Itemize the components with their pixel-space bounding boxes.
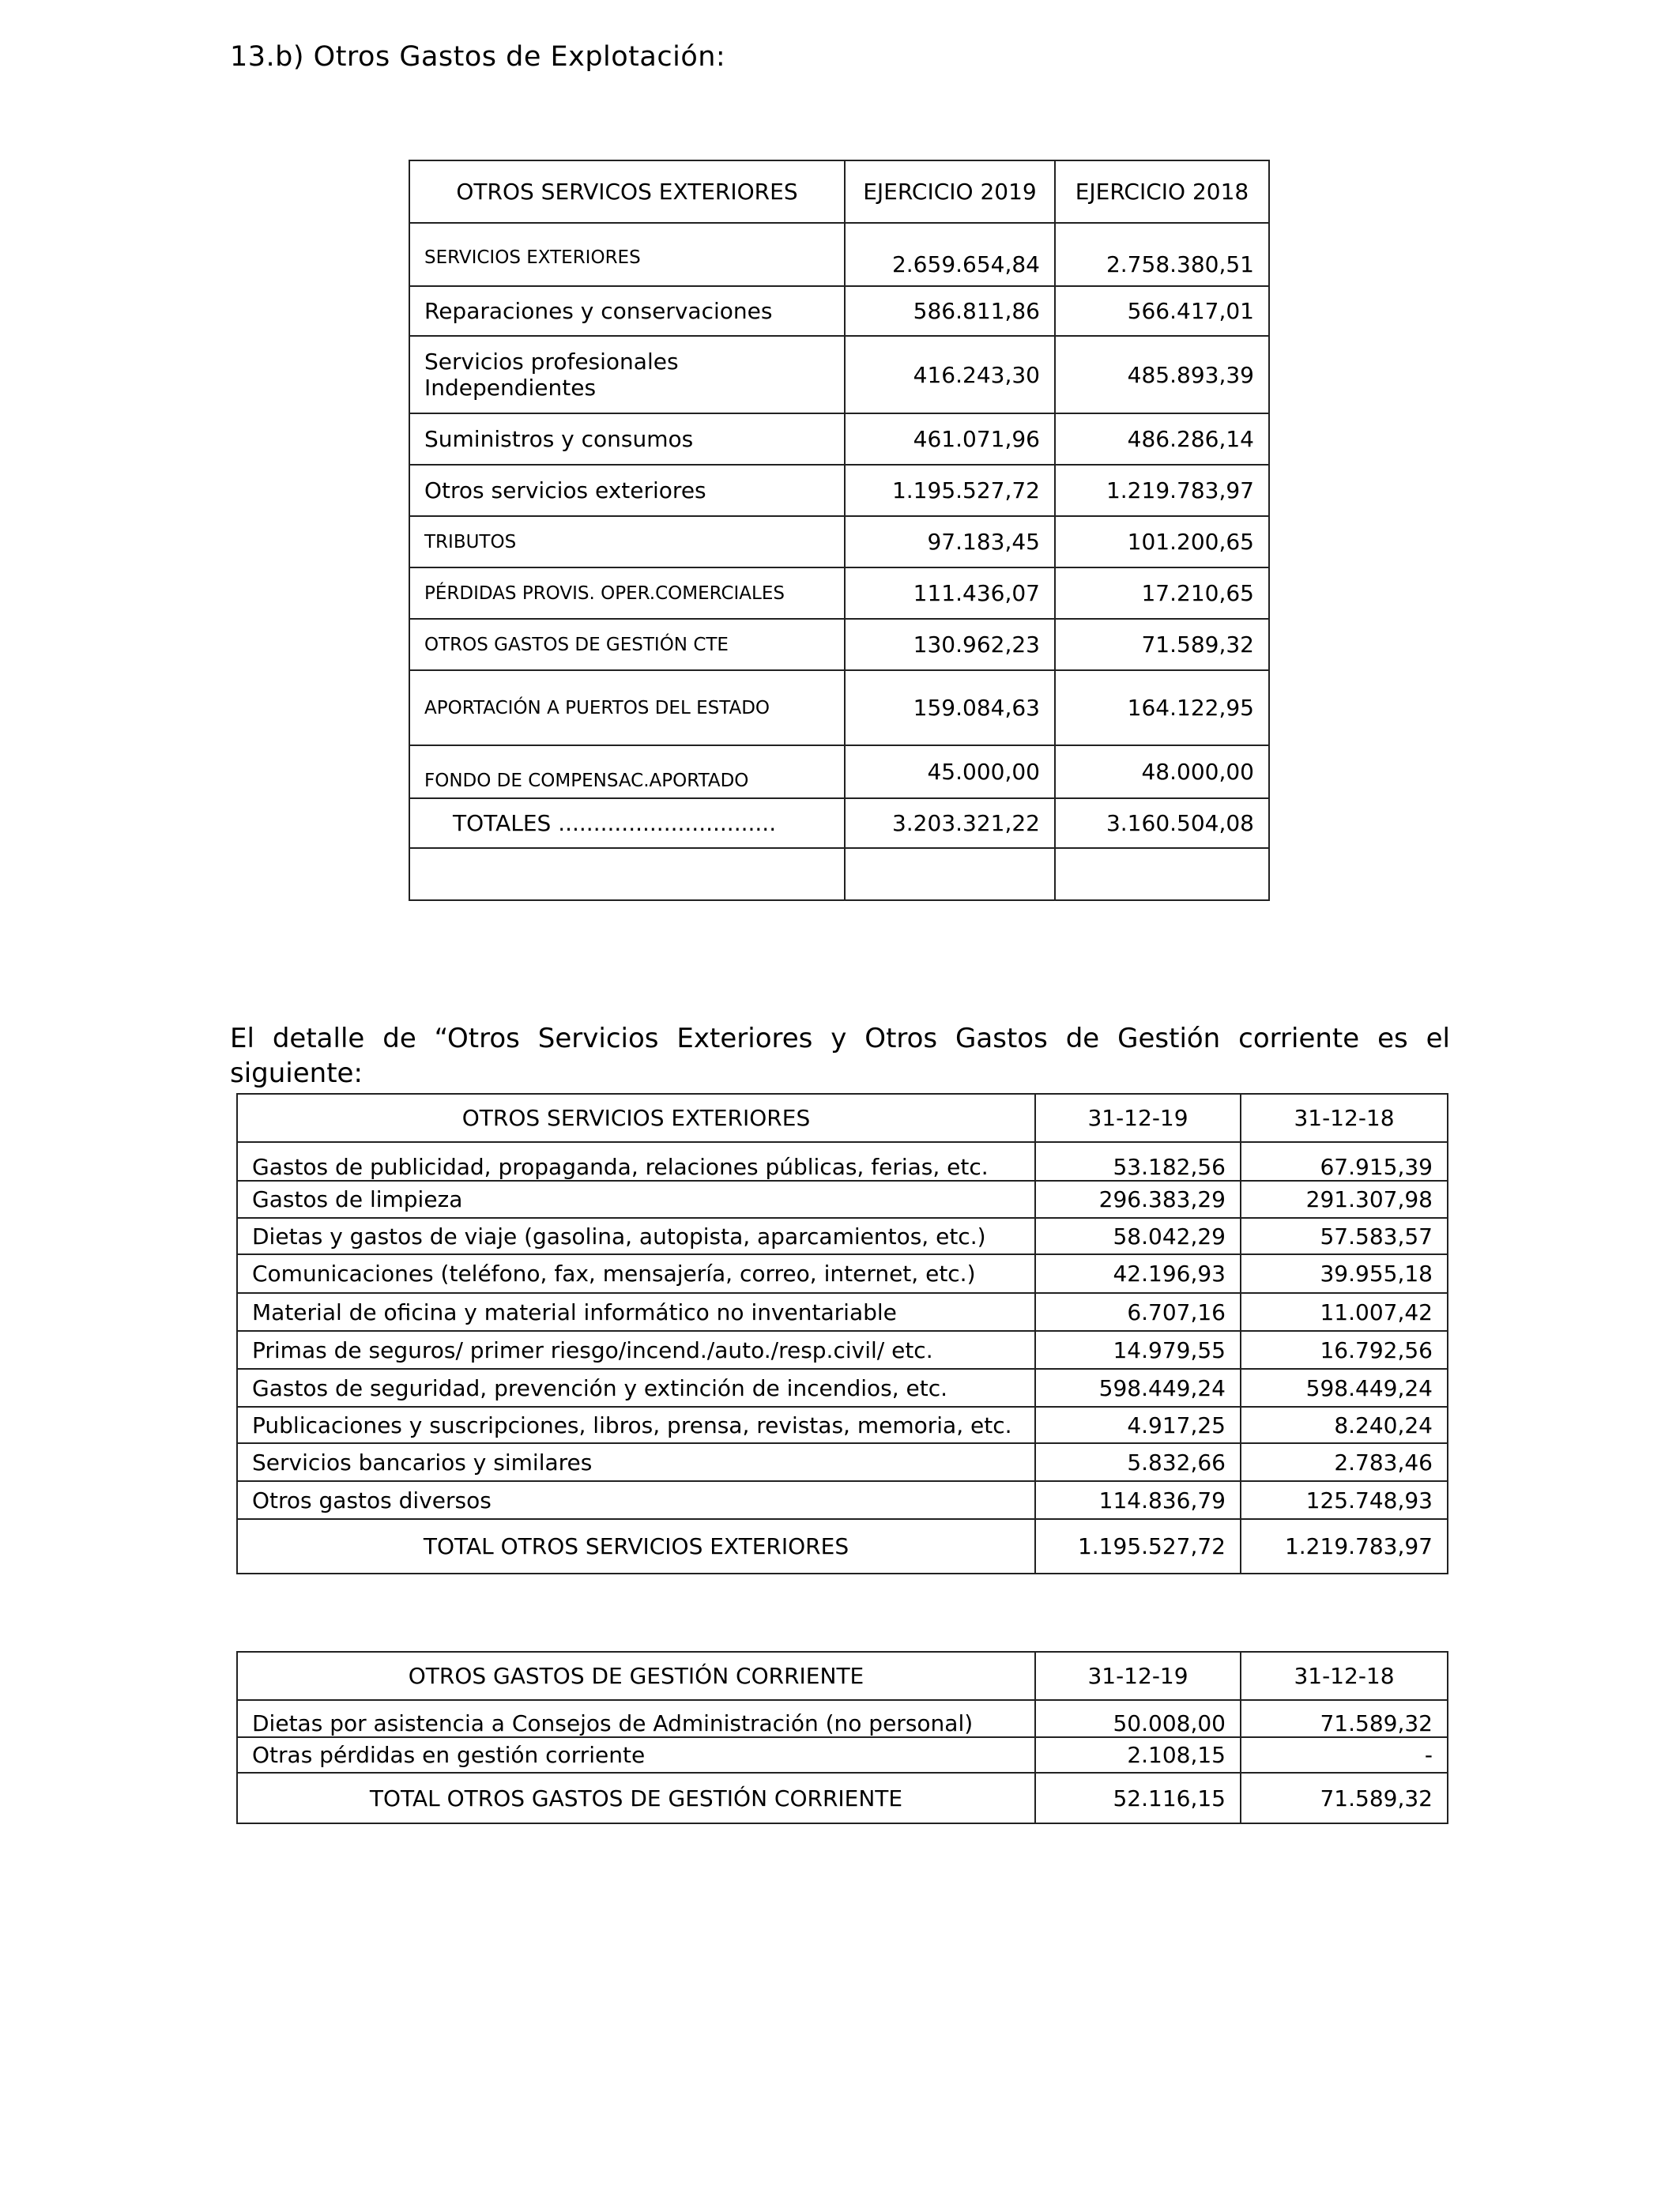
table-row [409, 567, 1269, 619]
row-value-2019: 14.979,55 [1035, 1331, 1241, 1369]
row-value-2018: 71.589,32 [1241, 1700, 1448, 1737]
row-value-2018: 11.007,42 [1241, 1293, 1448, 1331]
row-value-2018: 101.200,65 [1055, 516, 1269, 567]
row-value-2018: 17.210,65 [1055, 567, 1269, 619]
otros-gastos-gestion-corriente-table [236, 1651, 1448, 1824]
table-row [409, 745, 1269, 798]
intro-paragraph: El detalle de “Otros Servicios Exteriores y Otros Gastos de Gestión corriente es el siguiente: [230, 1023, 1450, 1089]
totals-label: TOTALES ............................... [409, 798, 845, 848]
header-2018: 31-12-18 [1241, 1094, 1448, 1142]
table-row [409, 670, 1269, 745]
table-row [409, 223, 1269, 286]
empty-row [409, 848, 1269, 900]
row-label: Servicios bancarios y similares [237, 1443, 1035, 1481]
row-value-2018: 2.783,46 [1241, 1443, 1448, 1481]
row-value-2018: 57.583,57 [1241, 1218, 1448, 1254]
table-row [237, 1407, 1448, 1443]
row-value-2018: 164.122,95 [1055, 670, 1269, 745]
row-value-2018: 291.307,98 [1241, 1181, 1448, 1218]
header-concept: OTROS SERVICOS EXTERIORES [409, 160, 845, 223]
row-label: FONDO DE COMPENSAC.APORTADO [409, 745, 845, 798]
otros-servicios-exteriores-table [236, 1093, 1448, 1574]
table-row [237, 1181, 1448, 1218]
row-value-2018: 2.758.380,51 [1055, 223, 1269, 286]
table-header-row [237, 1094, 1448, 1142]
row-value-2019: 50.008,00 [1035, 1700, 1241, 1737]
table-row [409, 336, 1269, 413]
table-row [237, 1481, 1448, 1519]
table-row [409, 516, 1269, 567]
table-row [409, 465, 1269, 516]
table-row [409, 413, 1269, 465]
row-value-2019: 97.183,45 [845, 516, 1055, 567]
row-label: SERVICIOS EXTERIORES [409, 223, 845, 286]
row-label: Otros servicios exteriores [409, 465, 845, 516]
row-label: Otros gastos diversos [237, 1481, 1035, 1519]
header-concept: OTROS GASTOS DE GESTIÓN CORRIENTE [237, 1652, 1035, 1700]
totals-value-2019: 3.203.321,22 [845, 798, 1055, 848]
row-value-2018: 48.000,00 [1055, 745, 1269, 798]
totals-value-2018: 1.219.783,97 [1241, 1519, 1448, 1574]
empty-cell [845, 848, 1055, 900]
table-row [237, 1293, 1448, 1331]
row-label: Suministros y consumos [409, 413, 845, 465]
header-2019: EJERCICIO 2019 [845, 160, 1055, 223]
row-label: Publicaciones y suscripciones, libros, prensa, revistas, memoria, etc. [237, 1407, 1035, 1443]
row-label: Servicios profesionales Independientes [409, 336, 845, 413]
table-row [237, 1142, 1448, 1181]
row-label: APORTACIÓN A PUERTOS DEL ESTADO [409, 670, 845, 745]
row-label: Dietas por asistencia a Consejos de Administración (no personal) [237, 1700, 1035, 1737]
row-label: Material de oficina y material informático no inventariable [237, 1293, 1035, 1331]
row-value-2018: 71.589,32 [1055, 619, 1269, 670]
row-value-2019: 130.962,23 [845, 619, 1055, 670]
totals-value-2018: 3.160.504,08 [1055, 798, 1269, 848]
totals-row [237, 1773, 1448, 1823]
row-label: TRIBUTOS [409, 516, 845, 567]
row-value-2018: 485.893,39 [1055, 336, 1269, 413]
row-label: Gastos de publicidad, propaganda, relaciones públicas, ferias, etc. [237, 1142, 1035, 1181]
row-value-2018: 598.449,24 [1241, 1369, 1448, 1407]
row-value-2019: 114.836,79 [1035, 1481, 1241, 1519]
row-value-2018: 125.748,93 [1241, 1481, 1448, 1519]
table-row [237, 1369, 1448, 1407]
row-value-2018: 566.417,01 [1055, 286, 1269, 336]
table-row [237, 1700, 1448, 1737]
row-value-2018: - [1241, 1737, 1448, 1773]
totals-value-2018: 71.589,32 [1241, 1773, 1448, 1823]
otros-gastos-explotacion-table [409, 160, 1270, 901]
row-value-2018: 39.955,18 [1241, 1254, 1448, 1293]
row-label: OTROS GASTOS DE GESTIÓN CTE [409, 619, 845, 670]
row-label: Gastos de seguridad, prevención y extinción de incendios, etc. [237, 1369, 1035, 1407]
table-row [409, 286, 1269, 336]
totals-row [409, 798, 1269, 848]
row-value-2019: 2.659.654,84 [845, 223, 1055, 286]
row-label: Reparaciones y conservaciones [409, 286, 845, 336]
row-value-2018: 486.286,14 [1055, 413, 1269, 465]
totals-value-2019: 52.116,15 [1035, 1773, 1241, 1823]
row-label: Primas de seguros/ primer riesgo/incend./auto./resp.civil/ etc. [237, 1331, 1035, 1369]
row-value-2019: 598.449,24 [1035, 1369, 1241, 1407]
header-2019: 31-12-19 [1035, 1652, 1241, 1700]
row-value-2019: 45.000,00 [845, 745, 1055, 798]
row-label: Otras pérdidas en gestión corriente [237, 1737, 1035, 1773]
row-value-2019: 111.436,07 [845, 567, 1055, 619]
row-value-2019: 586.811,86 [845, 286, 1055, 336]
table-header-row [409, 160, 1269, 223]
table-row [237, 1331, 1448, 1369]
table-row [237, 1218, 1448, 1254]
row-value-2019: 461.071,96 [845, 413, 1055, 465]
totals-row [237, 1519, 1448, 1574]
table-row [237, 1737, 1448, 1773]
row-label: Dietas y gastos de viaje (gasolina, autopista, aparcamientos, etc.) [237, 1218, 1035, 1254]
row-value-2019: 5.832,66 [1035, 1443, 1241, 1481]
empty-cell [1055, 848, 1269, 900]
row-value-2019: 2.108,15 [1035, 1737, 1241, 1773]
row-value-2018: 67.915,39 [1241, 1142, 1448, 1181]
row-value-2018: 1.219.783,97 [1055, 465, 1269, 516]
row-value-2019: 296.383,29 [1035, 1181, 1241, 1218]
table-row [237, 1443, 1448, 1481]
row-label: Gastos de limpieza [237, 1181, 1035, 1218]
empty-cell [409, 848, 845, 900]
row-value-2019: 58.042,29 [1035, 1218, 1241, 1254]
row-value-2019: 416.243,30 [845, 336, 1055, 413]
row-value-2019: 159.084,63 [845, 670, 1055, 745]
table-row [237, 1254, 1448, 1293]
header-2018: EJERCICIO 2018 [1055, 160, 1269, 223]
row-value-2018: 16.792,56 [1241, 1331, 1448, 1369]
row-value-2019: 1.195.527,72 [845, 465, 1055, 516]
totals-label: TOTAL OTROS GASTOS DE GESTIÓN CORRIENTE [237, 1773, 1035, 1823]
totals-value-2019: 1.195.527,72 [1035, 1519, 1241, 1574]
table-row [409, 619, 1269, 670]
table-header-row [237, 1652, 1448, 1700]
row-label: Comunicaciones (teléfono, fax, mensajería, correo, internet, etc.) [237, 1254, 1035, 1293]
header-2018: 31-12-18 [1241, 1652, 1448, 1700]
header-2019: 31-12-19 [1035, 1094, 1241, 1142]
row-value-2019: 42.196,93 [1035, 1254, 1241, 1293]
row-value-2018: 8.240,24 [1241, 1407, 1448, 1443]
row-value-2019: 6.707,16 [1035, 1293, 1241, 1331]
row-value-2019: 4.917,25 [1035, 1407, 1241, 1443]
header-concept: OTROS SERVICIOS EXTERIORES [237, 1094, 1035, 1142]
totals-label: TOTAL OTROS SERVICIOS EXTERIORES [237, 1519, 1035, 1574]
section-heading: 13.b) Otros Gastos de Explotación: [230, 41, 726, 73]
row-label: PÉRDIDAS PROVIS. OPER.COMERCIALES [409, 567, 845, 619]
row-value-2019: 53.182,56 [1035, 1142, 1241, 1181]
